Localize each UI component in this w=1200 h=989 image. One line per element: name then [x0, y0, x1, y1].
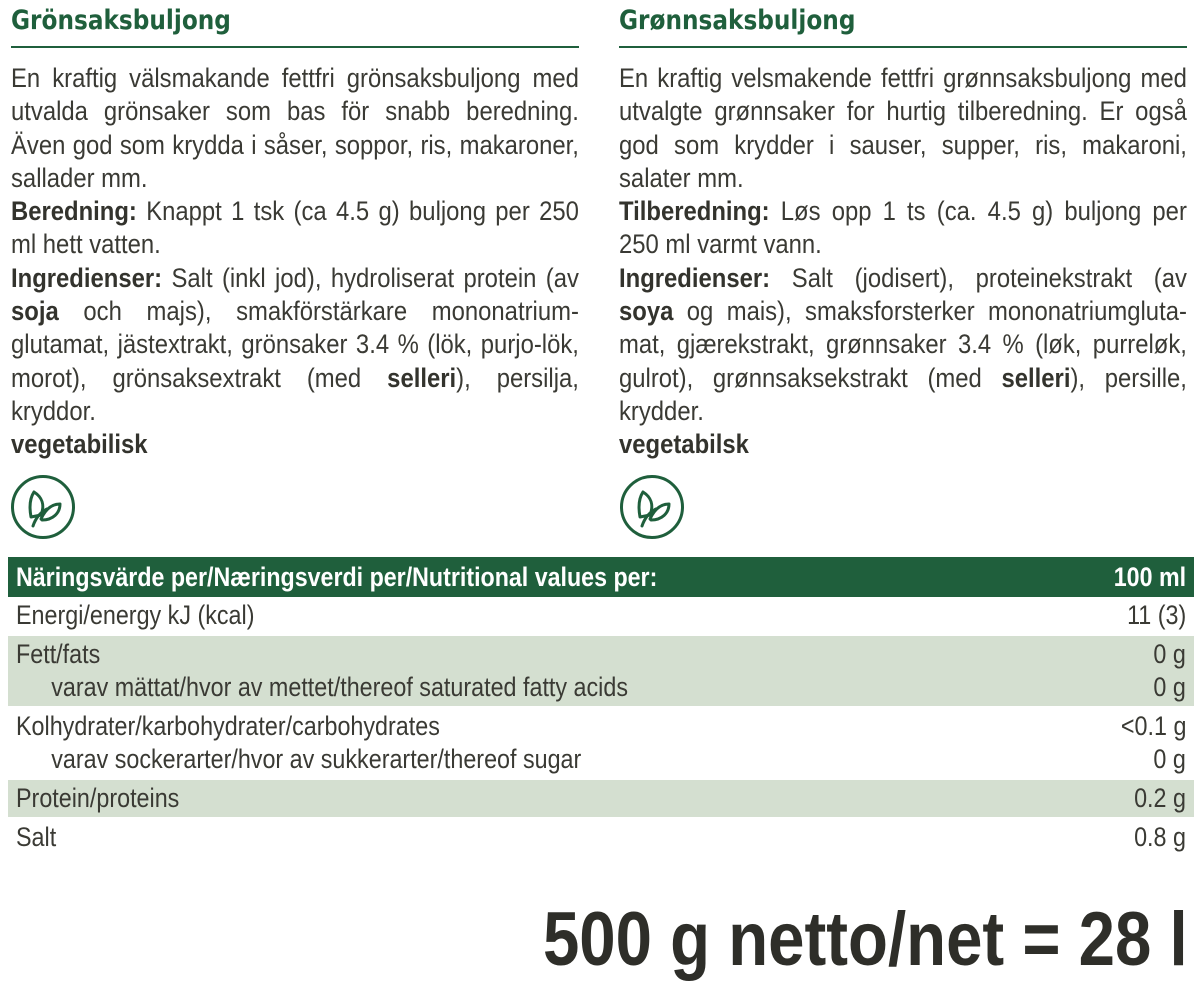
- norwegian-title-rule: [619, 46, 1187, 48]
- nutrition-value: 0 g: [1153, 639, 1186, 669]
- swedish-vegetarian-label: vegetabilisk: [11, 429, 148, 460]
- norwegian-preparation: [619, 195, 1187, 262]
- nutrition-value: 0.2 g: [1134, 783, 1186, 813]
- norwegian-body: [619, 62, 1187, 462]
- swedish-allergen-celery: selleri: [387, 362, 457, 393]
- norwegian-ingredients-label: Ingredienser:: [619, 262, 771, 293]
- nutrition-group: [8, 706, 1194, 778]
- norwegian-ingredients: [619, 262, 1187, 428]
- nutrition-header: [8, 557, 1194, 597]
- norwegian-preparation-label: Tilberedning:: [619, 196, 770, 227]
- nutrition-table: [8, 557, 1194, 856]
- nutrition-header-label: Näringsvärde per/Næringsverdi per/Nutritional values per:: [16, 561, 658, 592]
- swedish-preparation: [11, 195, 579, 262]
- nutrition-value: <0.1 g: [1120, 711, 1186, 741]
- nutrition-row: [16, 599, 1186, 632]
- norwegian-allergen-soy: soya: [619, 296, 674, 327]
- nutrition-row: [16, 743, 1186, 776]
- nutrition-label: Kolhydrater/karbohydrater/carbohydrates: [16, 711, 440, 741]
- nutrition-label: varav sockerarter/hvor av sukkerarter/thereof sugar: [51, 744, 582, 774]
- nutrition-row: [16, 638, 1186, 671]
- nutrition-row: [16, 671, 1186, 704]
- nutrition-group: [8, 778, 1194, 817]
- swedish-ingredients-part2: och majs), smakförstärkare mononatrium-glutamat, jästextrakt, grönsaker 3.4 % (lök, purjo-lök, morot), grönsaksextrakt (med: [11, 296, 579, 393]
- nutrition-value: 0 g: [1153, 744, 1186, 774]
- nutrition-group: [8, 817, 1194, 856]
- nutrition-value: 0 g: [1153, 672, 1186, 702]
- nutrition-header-amount: 100 ml: [1113, 561, 1186, 592]
- swedish-allergen-soy: soja: [11, 296, 59, 327]
- norwegian-preparation-text: Løs opp 1 ts (ca. 4.5 g) buljong per 250 ml varmt vann.: [619, 196, 1187, 260]
- nutrition-label: Energi/energy kJ (kcal): [16, 600, 255, 630]
- nutrition-row: [16, 782, 1186, 815]
- swedish-body: [11, 62, 579, 462]
- norwegian-ingredients-part3: ), persille, krydder.: [619, 362, 1187, 426]
- norwegian-ingredients-part1: Salt (jodisert), proteinekstrakt (av: [770, 262, 1187, 293]
- norwegian-ingredients-part2: og mais), smaksforsterker mononatriumgluta-mat, gjærekstrakt, grønnsaker 3.4 % (løk, purreløk, gulrot), grønnsaksekstrakt (med: [619, 296, 1187, 393]
- swedish-preparation-label: Beredning:: [11, 196, 137, 227]
- swedish-ingredients-part3: ), persilja, kryddor.: [11, 362, 579, 426]
- swedish-column: [11, 0, 579, 462]
- nutrition-label: Fett/fats: [16, 639, 101, 669]
- nutrition-label: varav mättat/hvor av mettet/thereof saturated fatty acids: [51, 672, 628, 702]
- norwegian-description: En kraftig velsmakende fettfri grønnsaksbuljong med utvalgte grønnsaker for hurtig tilberedning. Er også god som krydder i sauser, supper, ris, makaroni, salater mm.: [619, 63, 1187, 193]
- norwegian-allergen-celery: selleri: [1001, 362, 1071, 393]
- nutrition-row: [16, 821, 1186, 854]
- nutrition-group: [8, 597, 1194, 634]
- swedish-preparation-text: Knappt 1 tsk (ca 4.5 g) buljong per 250 ml hett vatten.: [11, 196, 579, 260]
- nutrition-label: Protein/proteins: [16, 783, 180, 813]
- norwegian-vegetarian-label: vegetabilsk: [619, 429, 749, 460]
- swedish-ingredients-part1: Salt (inkl jod), hydroliserat protein (av: [162, 262, 579, 293]
- norwegian-title: Grønnsaksbuljong: [619, 5, 856, 36]
- nutrition-group: [8, 634, 1194, 706]
- nutrition-label: Salt: [16, 822, 57, 852]
- leaf-circle-icon: [10, 474, 76, 540]
- leaf-circle-icon: [619, 474, 685, 540]
- net-content: 500 g netto/net = 28 l: [543, 897, 1188, 982]
- swedish-description: En kraftig välsmakande fettfri grönsaksbuljong med utvalda grönsaker som bas för snabb beredning. Även god som krydda i såser, soppor, ris, makaroner, sallader mm.: [11, 63, 579, 193]
- swedish-title: Grönsaksbuljong: [11, 5, 231, 36]
- swedish-ingredients-label: Ingredienser:: [11, 262, 163, 293]
- norwegian-column: [619, 0, 1187, 462]
- nutrition-row: [16, 710, 1186, 743]
- swedish-ingredients: [11, 262, 579, 428]
- nutrition-body: [8, 597, 1194, 856]
- nutrition-value: 0.8 g: [1134, 822, 1186, 852]
- swedish-title-rule: [11, 46, 579, 48]
- nutrition-value: 11 (3): [1126, 600, 1186, 630]
